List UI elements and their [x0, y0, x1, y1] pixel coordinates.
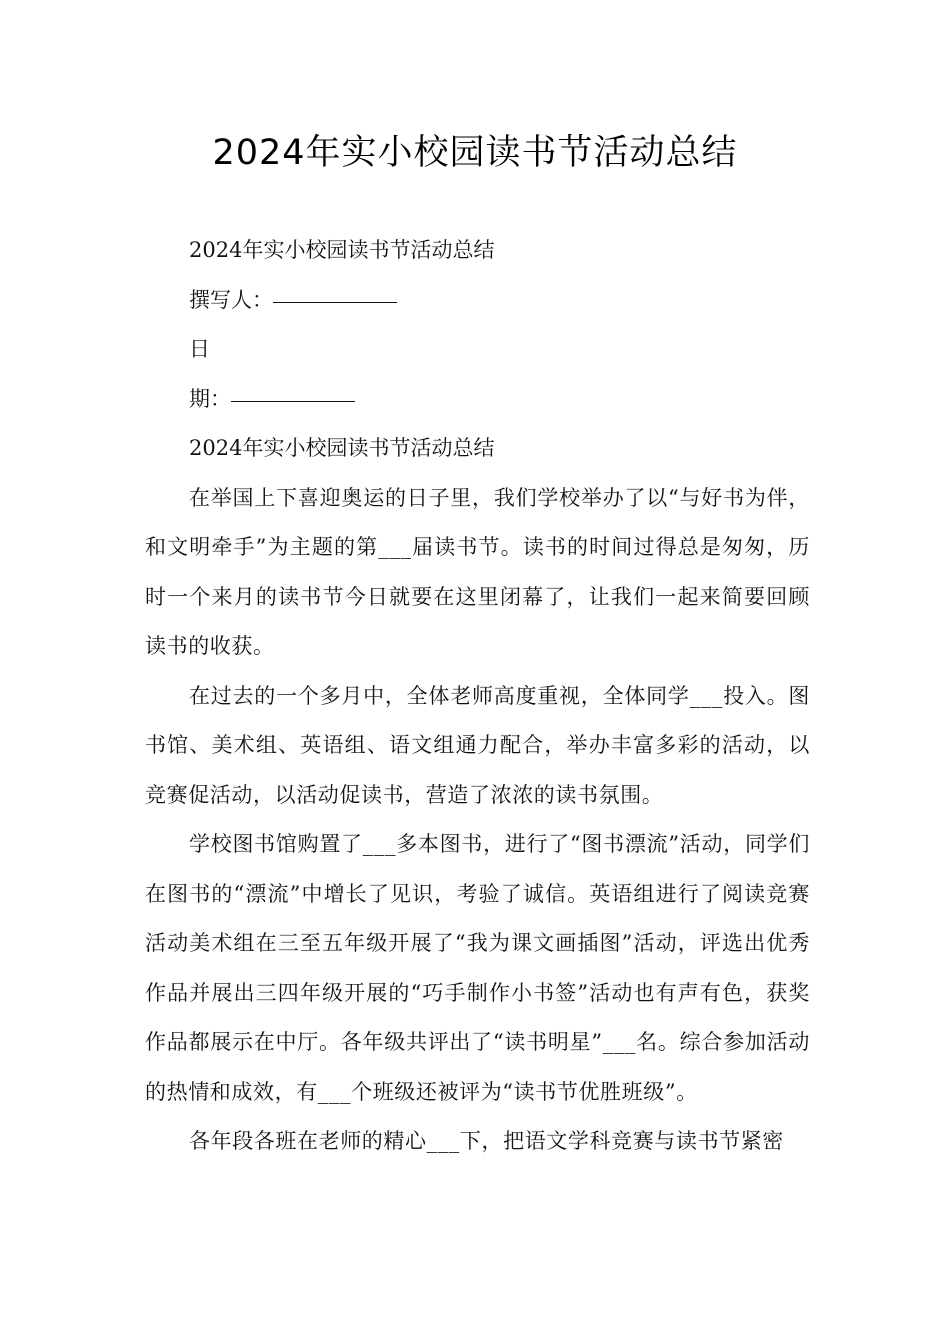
date-blank: [231, 380, 355, 402]
subtitle: 2024年实小校园读书节活动总结: [189, 238, 495, 262]
paragraph-4: 各年段各班在老师的精心___下，把语文学科竞赛与读书节紧密: [189, 1129, 784, 1153]
paragraph-3: 学校图书馆购置了___多本图书，进行了“图书漂流”活动，同学们在图书的“漂流”中增长了见识，考验了诚信。英语组进行了阅读竞赛活动美术组在三至五年级开展了“我为课文画插图”活动，评选出优秀作品并展出三四年级开展的“巧手制作小书签”活动也有声有色，获奖作品都展示在中厅。各年级共评出了“读书明星”___名。综合参加活动的热情和成效，有___个班级还被评为“读书节优胜班级”。: [145, 832, 810, 1104]
document-title: 2024年实小校园读书节活动总结: [212, 133, 738, 173]
document-body: [145, 226, 810, 1167]
paragraph-1: 在举国上下喜迎奥运的日子里，我们学校举办了以“与好书为伴，和文明牵手”为主题的第___届读书节。读书的时间过得总是匆匆，历时一个来月的读书节今日就要在这里闭幕了，让我们一起来简要回顾读书的收获。: [145, 485, 810, 658]
paragraph-2: 在过去的一个多月中，全体老师高度重视，全体同学___投入。图书馆、美术组、英语组、语文组通力配合，举办丰富多彩的活动，以竞赛促活动，以活动促读书，营造了浓浓的读书氛围。: [145, 683, 810, 807]
author-label: 撰写人：: [189, 287, 273, 312]
author-line: [145, 276, 810, 326]
date-label: 期：: [189, 386, 231, 411]
date-line: [145, 375, 810, 425]
author-blank: [273, 281, 397, 303]
heading-repeat: 2024年实小校园读书节活动总结: [189, 436, 495, 460]
date-label-line1: 日: [189, 337, 210, 361]
